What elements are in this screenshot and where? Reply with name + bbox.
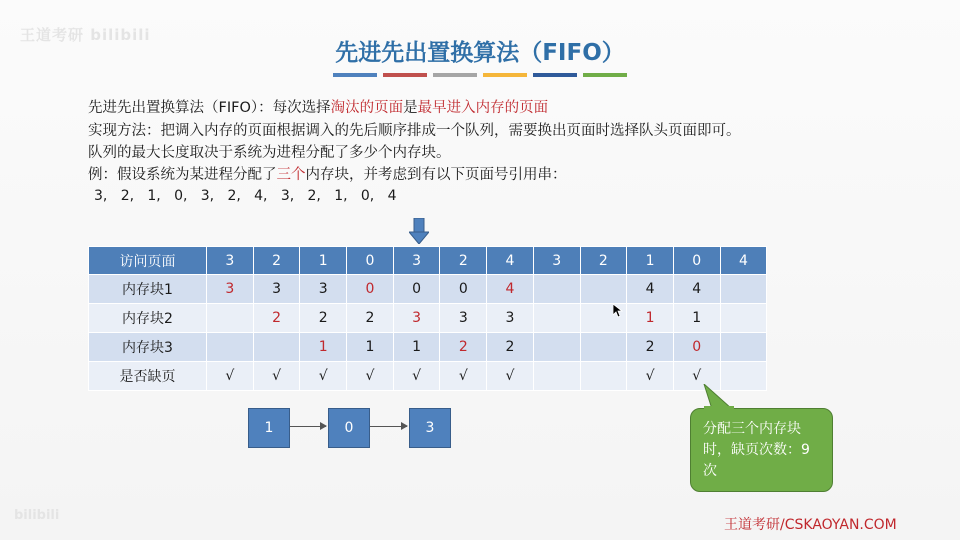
table-cell: √	[393, 362, 440, 391]
accent-bar	[533, 73, 577, 77]
table-row	[89, 304, 767, 333]
page-cell: 2	[580, 247, 627, 275]
accent-bars	[333, 73, 627, 77]
table-cell: √	[487, 362, 534, 391]
reference-string	[94, 188, 414, 204]
definition-highlight-earliest: 最早进入内存的页面	[417, 100, 549, 116]
table-cell: 0	[393, 275, 440, 304]
table-cell: 1	[627, 304, 674, 333]
watermark-bottom-left: bilibili	[14, 508, 60, 523]
table-cell	[720, 333, 767, 362]
table-row	[89, 333, 767, 362]
accent-bar	[333, 73, 377, 77]
callout-tail-join	[704, 406, 734, 412]
table-cell: 2	[440, 333, 487, 362]
table-cell: 3	[253, 275, 300, 304]
page-fault-callout: 分配三个内存块时，缺页次数：9次	[690, 408, 833, 492]
table-cell: 4	[627, 275, 674, 304]
fifo-table	[88, 246, 767, 391]
page-cell: 3	[533, 247, 580, 275]
table-cell	[580, 333, 627, 362]
accent-bar	[433, 73, 477, 77]
table-cell: 3	[487, 304, 534, 333]
table-cell: 1	[673, 304, 720, 333]
table-cell: √	[300, 362, 347, 391]
page-cell: 0	[347, 247, 394, 275]
table-row	[89, 275, 767, 304]
page-cell: 2	[440, 247, 487, 275]
reference-item: 1,	[334, 188, 348, 204]
row-label: 内存块3	[89, 333, 207, 362]
table-cell	[533, 362, 580, 391]
table-cell: 2	[347, 304, 394, 333]
table-cell: 4	[487, 275, 534, 304]
table-cell: √	[673, 362, 720, 391]
current-access-arrow-icon	[409, 218, 429, 244]
table-cell: 4	[673, 275, 720, 304]
reference-item: 3,	[280, 188, 295, 204]
table-cell: 0	[347, 275, 394, 304]
reference-item: 3,	[94, 188, 108, 204]
table-cell: √	[440, 362, 487, 391]
accent-bar	[583, 73, 627, 77]
row-label: 内存块2	[89, 304, 207, 333]
queue-box: 1	[248, 408, 290, 448]
mouse-cursor-icon	[613, 304, 623, 318]
reference-item: 3,	[200, 188, 215, 204]
table-cell: 1	[347, 333, 394, 362]
page-cell: 1	[627, 247, 674, 275]
table-cell	[580, 275, 627, 304]
table-cell	[720, 304, 767, 333]
page-cell: 1	[300, 247, 347, 275]
table-cell: 1	[393, 333, 440, 362]
example-prefix: 例：假设系统为某进程分配了	[88, 167, 277, 183]
method-line: 实现方法：把调入内存的页面根据调入的先后顺序排成一个队列，需要换出页面时选择队头页面即可。	[88, 123, 741, 139]
page-cell: 0	[673, 247, 720, 275]
example-line	[88, 163, 567, 184]
reference-item: 2,	[227, 188, 241, 204]
table-cell: 3	[207, 275, 254, 304]
table-cell: 0	[440, 275, 487, 304]
definition-prefix: 先进先出置换算法（FIFO）：每次选择	[88, 100, 331, 116]
watermark-top-left: 王道考研 bilibili	[20, 26, 151, 44]
queue-box: 3	[409, 408, 451, 448]
reference-item: 0,	[174, 188, 188, 204]
table-cell	[580, 362, 627, 391]
table-cell: 2	[487, 333, 534, 362]
reference-item: 2,	[120, 188, 135, 204]
table-cell: 2	[627, 333, 674, 362]
row-label: 内存块1	[89, 275, 207, 304]
queue-box: 0	[328, 408, 370, 448]
page-cell: 4	[487, 247, 534, 275]
slide-title: 先进先出置换算法（FIFO）	[335, 40, 625, 66]
page-cell: 3	[207, 247, 254, 275]
table-cell	[207, 304, 254, 333]
reference-item: 0,	[360, 188, 375, 204]
table-cell: 0	[673, 333, 720, 362]
table-cell	[253, 333, 300, 362]
table-cell: √	[347, 362, 394, 391]
table-cell: 2	[300, 304, 347, 333]
reference-item: 4	[387, 188, 397, 204]
accent-bar	[383, 73, 427, 77]
header-label: 访问页面	[89, 247, 207, 275]
queue-length-line: 队列的最大长度取决于系统为进程分配了多少个内存块。	[88, 145, 451, 161]
table-row	[89, 362, 767, 391]
example-suffix: 内存块，并考虑到有以下页面号引用串：	[305, 167, 567, 183]
page-cell: 2	[253, 247, 300, 275]
definition-highlight-evicted: 淘汰的页面	[330, 100, 404, 116]
brand-footer: 王道考研/CSKAOYAN.COM	[724, 517, 897, 533]
table-cell	[533, 304, 580, 333]
table-cell	[533, 333, 580, 362]
table-cell	[720, 275, 767, 304]
queue-arrow-icon	[370, 426, 407, 427]
table-cell: √	[207, 362, 254, 391]
row-label: 是否缺页	[89, 362, 207, 391]
reference-item: 2,	[307, 188, 321, 204]
table-cell: √	[253, 362, 300, 391]
example-highlight: 三个	[276, 167, 306, 183]
table-cell: 2	[253, 304, 300, 333]
page-cell: 4	[720, 247, 767, 275]
definition-middle: 是	[403, 100, 418, 116]
table-cell	[207, 333, 254, 362]
table-cell: 3	[300, 275, 347, 304]
table-cell: 1	[300, 333, 347, 362]
table-cell: √	[627, 362, 674, 391]
table-cell: 3	[393, 304, 440, 333]
reference-item: 1,	[147, 188, 161, 204]
reference-item: 4,	[254, 188, 268, 204]
accent-bar	[483, 73, 527, 77]
table-cell: 3	[440, 304, 487, 333]
table-header-row	[89, 247, 767, 275]
table-cell	[533, 275, 580, 304]
queue-arrow-icon	[290, 426, 326, 427]
page-cell: 3	[393, 247, 440, 275]
definition-line	[88, 96, 548, 117]
